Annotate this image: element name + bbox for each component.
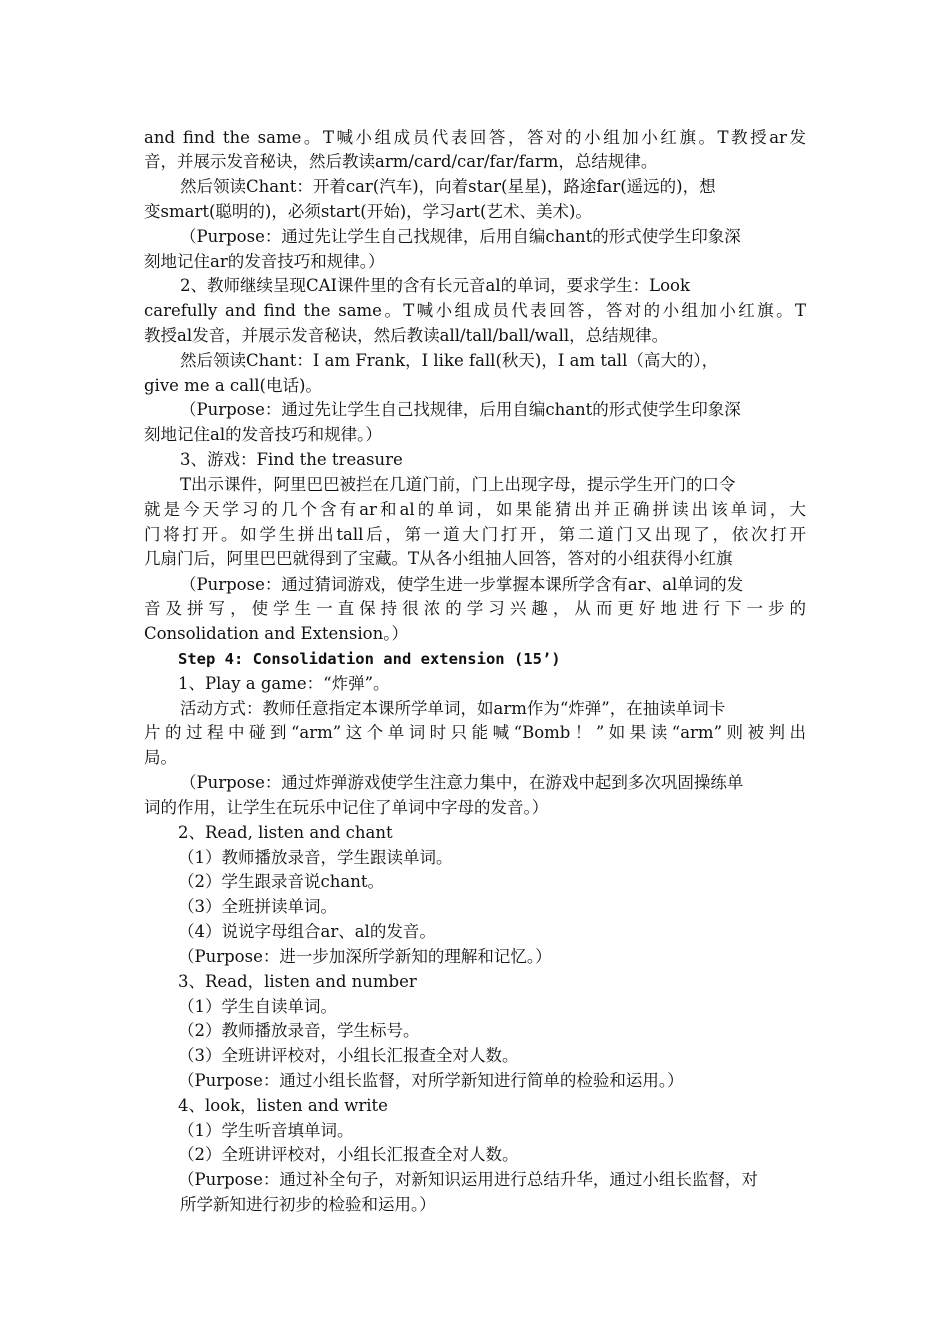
text-line: （1）教师播放录音，学生跟读单词。 (178, 848, 453, 867)
text-line: Consolidation and Extension。） (144, 624, 408, 643)
text-line: 活动方式：教师任意指定本课所学单词，如arm作为“炸弹”，在抽读单词卡 (180, 699, 726, 718)
text-line: 2、教师继续呈现CAI课件里的含有长元音al的单词，要求学生：Look (180, 276, 690, 295)
text-line: 然后领读Chant：开着car(汽车)，向着star(星星)，路途far(遥远的)，想 (180, 177, 716, 196)
text-line: （2）学生跟录音说chant。 (178, 872, 384, 891)
text-line: （Purpose：进一步加深所学新知的理解和记忆。） (178, 947, 552, 966)
text-line: （Purpose：通过补全句子，对新知识运用进行总结升华，通过小组长监督，对 (178, 1170, 758, 1189)
text-line: （Purpose：通过小组长监督，对所学新知进行简单的检验和运用。） (178, 1071, 684, 1090)
text-line: （Purpose：通过先让学生自己找规律，后用自编chant的形式使学生印象深 (180, 400, 741, 419)
text-line: 词的作用，让学生在玩乐中记住了单词中字母的发音。） (144, 798, 549, 817)
text-line: 2、Read, listen and chant (178, 823, 393, 842)
text-line: 音，并展示发音秘诀，然后教读arm/card/car/far/farm，总结规律。 (144, 152, 658, 171)
text-line: 3、Read，listen and number (178, 972, 417, 991)
text-line: 音及拼写，使学生一直保持很浓的学习兴趣，从而更好地进行下一步的 (144, 599, 806, 618)
text-line: （Purpose：通过先让学生自己找规律，后用自编chant的形式使学生印象深 (180, 227, 741, 246)
text-line: 刻地记住ar的发音技巧和规律。） (144, 252, 385, 271)
text-line: 1、Play a game：“炸弹”。 (178, 674, 390, 693)
text-line: T出示课件，阿里巴巴被拦在几道门前，门上出现字母，提示学生开门的口令 (180, 475, 736, 494)
text-line: 教授al发音，并展示发音秘诀，然后教读all/tall/ball/wall，总结规律。 (144, 326, 669, 345)
text-line: 局。 (144, 748, 177, 767)
text-line: （2）教师播放录音，学生标号。 (178, 1021, 420, 1040)
text-line: 所学新知进行初步的检验和运用。） (180, 1195, 436, 1214)
text-line: （3）全班讲评校对，小组长汇报查全对人数。 (178, 1046, 519, 1065)
text-line: （Purpose：通过猜词游戏，使学生进一步掌握本课所学含有ar、al单词的发 (180, 575, 744, 594)
text-line: 刻地记住al的发音技巧和规律。） (144, 425, 382, 444)
section-heading: Step 4: Consolidation and extension (15’) (178, 650, 561, 668)
text-line: 片的过程中碰到“arm”这个单词时只能喊“Bomb！”如果读“arm”则被判出 (144, 723, 806, 742)
text-line: 然后领读Chant：I am Frank，I like fall(秋天)，I am tall（高大的）， (180, 351, 719, 370)
text-line: 几扇门后，阿里巴巴就得到了宝藏。T从各小组抽人回答，答对的小组获得小红旗 (144, 549, 733, 568)
text-line: 变smart(聪明的)，必须start(开始)，学习art(艺术、美术)。 (144, 202, 592, 221)
text-line: give me a call(电话)。 (144, 376, 322, 395)
text-line: （2）全班讲评校对，小组长汇报查全对人数。 (178, 1145, 519, 1164)
text-line: 4、look，listen and write (178, 1096, 388, 1115)
text-line: 门将打开。如学生拼出tall后，第一道大门打开，第二道门又出现了，依次打开 (144, 525, 806, 544)
text-line: carefully and find the same。T喊小组成员代表回答，答对的小组加小红旗。T (144, 301, 806, 320)
text-line: and find the same。T喊小组成员代表回答，答对的小组加小红旗。T教授ar发 (144, 128, 806, 147)
text-line: （3）全班拼读单词。 (178, 897, 337, 916)
text-line: （1）学生听音填单词。 (178, 1121, 354, 1140)
text-line: （4）说说字母组合ar、al的发音。 (178, 922, 436, 941)
text-line: 就是今天学习的几个含有ar和al的单词，如果能猜出并正确拼读出该单词，大 (144, 500, 806, 519)
text-line: （1）学生自读单词。 (178, 997, 337, 1016)
text-line: （Purpose：通过炸弹游戏使学生注意力集中，在游戏中起到多次巩固操练单 (180, 773, 744, 792)
text-line: 3、游戏：Find the treasure (180, 450, 403, 469)
